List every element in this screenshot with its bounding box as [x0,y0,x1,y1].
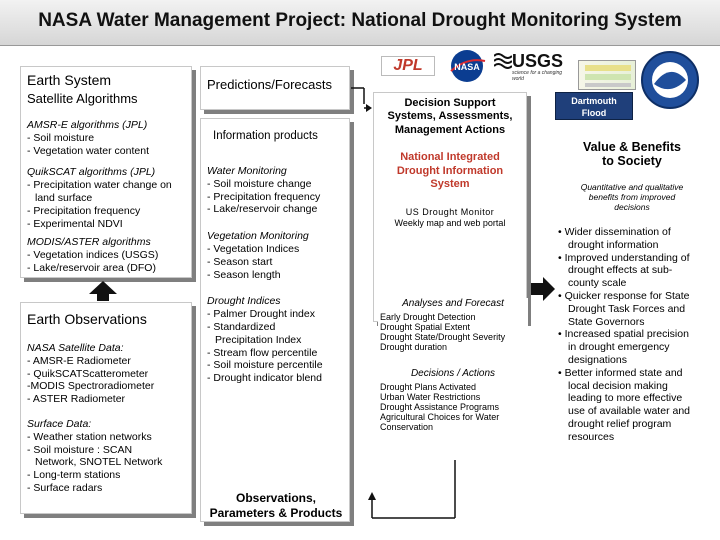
value-bullet-line: in drought emergency [568,341,670,354]
amsre-heading: AMSR-E algorithms (JPL) [27,118,148,131]
predictions-heading: Predictions/Forecasts [207,77,332,92]
analyses-decisions-column [378,298,528,432]
earth-system-heading: Earth System [27,72,112,88]
drought-indices-item: - Soil moisture percentile [207,359,323,372]
observations-caption-line: Observations, [235,491,317,505]
value-bullet-line: drought effects at sub- [568,264,673,277]
title-bar [0,0,720,46]
right-arrow-icon [530,276,556,302]
surface-data-item: Network, SNOTEL Network [35,456,163,469]
value-benefits-column [558,140,706,444]
up-arrow-icon [88,280,118,302]
usgs-logo [494,52,572,82]
decision-support-heading-line: Decision Support [404,97,496,109]
decisions-actions-heading: Decisions / Actions [410,368,496,379]
water-monitoring-item: - Precipitation frequency [207,190,321,203]
water-monitoring-item: - Lake/reservoir change [207,203,318,216]
us-drought-monitor-line: Weekly map and web portal [394,218,506,229]
water-monitoring-heading: Water Monitoring [207,165,287,178]
flood-observatory-logo-line: Flood Observatory [567,108,621,130]
earth-observations-heading: Earth Observations [27,311,147,327]
usgs-logo-text: USGS [512,51,564,71]
drought-indices-item: Precipitation Index [215,333,302,346]
decision-support-heading [378,97,522,137]
analyses-item: Drought Spatial Extent [380,322,471,332]
page-title: NASA Water Management Project: National Drought Monitoring System [38,10,682,31]
decisions-item: Urban Water Restrictions [380,392,481,402]
value-bullet [558,290,706,328]
amsre-item: - Soil moisture [27,131,95,144]
value-bullet-line: county scale [568,277,627,290]
quikscat-item: land surface [35,191,93,204]
vegetation-monitoring-item: - Vegetation Indices [207,243,300,255]
analyses-item: Drought State/Drought Severity [380,332,506,342]
partner-logo-icon [578,60,636,90]
value-bullet-line: local decision making [568,379,668,392]
value-bullet-line: • Improved understanding of [558,251,690,264]
quikscat-item: - Experimental NDVI [27,217,123,230]
value-bullet [558,367,706,444]
value-benefits-heading [558,140,706,168]
quikscat-item: - Precipitation frequency [27,204,141,217]
drought-indices-item: - Stream flow percentile [207,346,318,359]
decision-support-heading-line: Systems, Assessments, [387,110,513,123]
dartmouth-logo-line: Dartmouth [571,96,617,106]
feedback-arrowhead [368,492,376,500]
value-bullet-line: • Increased spatial precision [558,328,689,341]
vegetation-monitoring-heading: Vegetation Monitoring [207,230,309,243]
noaa-logo-icon [640,50,700,110]
value-benefits-subtitle [558,182,706,212]
decisions-item: Drought Assistance Programs [380,402,500,412]
value-bullet-line: • Wider dissemination of [558,226,671,238]
analyses-item: Early Drought Detection [380,312,476,322]
predictions-to-dss-arrowhead [366,104,372,112]
value-bullet-line: leading to more effective [568,392,683,405]
value-bullet-line: • Better informed state and [558,366,683,379]
vegetation-monitoring-item: - Season length [207,268,281,281]
decisions-item: Conservation [380,422,434,432]
value-benefits-heading-line: Value & Benefits [583,140,681,154]
surface-data-heading: Surface Data: [27,418,92,431]
quikscat-item: - Precipitation water change on [27,179,172,192]
value-benefits-heading-line: to Society [602,154,662,168]
nasa-data-heading: NASA Satellite Data: [27,342,124,355]
decision-support-panel [373,92,527,322]
value-bullet-line: resources [568,430,615,443]
value-bullet [558,252,706,290]
nidis-heading-line: Drought Information [396,164,504,177]
value-bullet-line: State Governors [568,315,645,328]
nidis-heading-line: National Integrated [400,151,500,164]
modis-item: - Lake/reservoir area (DFO) [27,261,156,274]
jpl-logo [381,56,435,76]
drought-indices-item: - Drought indicator blend [207,372,322,385]
earth-observations-panel [20,302,192,514]
value-bullet-line: Drought Task Forces and [568,302,686,315]
value-bullet-line: use of available water and [568,405,690,418]
surface-data-item: - Long-term stations [27,469,121,482]
decisions-item: Agricultural Choices for Water [380,412,500,422]
earth-system-panel [20,66,192,278]
observations-products-caption [201,491,351,520]
value-bullet-line: designations [568,353,627,366]
surface-data-item: - Soil moisture : SCAN [27,443,133,456]
analyses-forecast-heading: Analyses and Forecast [402,298,504,309]
modis-item: - Vegetation indices (USGS) [27,249,159,262]
usgs-tagline: science for a changing world [512,70,563,82]
products-caption-line: Parameters & Products [209,505,343,520]
analyses-item: Drought duration [380,342,448,352]
value-subtitle-line: decisions [614,202,650,212]
predictions-panel [200,66,350,110]
quikscat-heading: QuikSCAT algorithms (JPL) [27,166,156,179]
decision-support-heading-line: Management Actions [394,123,506,136]
value-bullet-line: drought relief program [568,417,672,430]
nasa-data-item: -MODIS Spectroradiometer [27,380,155,393]
nidis-heading [378,151,522,191]
nasa-logo-icon [447,49,487,83]
drought-indices-item: - Palmer Drought index [207,308,315,321]
value-subtitle-line: benefits from improved [588,192,676,202]
surface-data-item: - Weather station networks [27,430,152,443]
surface-data-item: - Surface radars [27,482,103,495]
vegetation-monitoring-item: - Season start [207,255,273,268]
nasa-data-item: - ASTER Radiometer [27,393,126,406]
satellite-algorithms-heading: Satellite Algorithms [27,91,138,107]
dartmouth-flood-observatory-logo [555,92,633,130]
drought-indices-item: - Standardized [207,320,276,333]
value-bullet-line: drought information [568,238,659,251]
usgs-wave-icon [494,52,512,70]
modis-heading: MODIS/ASTER algorithms [27,236,151,249]
water-monitoring-item: - Soil moisture change [207,177,312,190]
drought-indices-heading: Drought Indices [207,295,281,308]
value-bullet-list [558,226,706,444]
jpl-logo-text: JPL [393,57,423,74]
amsre-item: - Vegetation water content [27,144,149,157]
decisions-item: Drought Plans Activated [380,382,477,392]
nidis-heading-line: System [430,178,470,191]
information-products-heading: Information products [213,130,318,142]
value-subtitle-line: Quantitative and qualitative [580,182,684,192]
us-drought-monitor [378,207,522,229]
us-drought-monitor-line: US Drought Monitor [405,207,495,218]
value-bullet [558,226,706,252]
svg-text:NASA: NASA [454,62,480,72]
information-products-panel [200,118,350,522]
nasa-data-item: - AMSR-E Radiometer [27,354,131,367]
value-bullet-line: • Quicker response for State [558,289,690,302]
nasa-data-item: - QuikSCATScatterometer [27,367,149,380]
value-bullet [558,328,706,366]
